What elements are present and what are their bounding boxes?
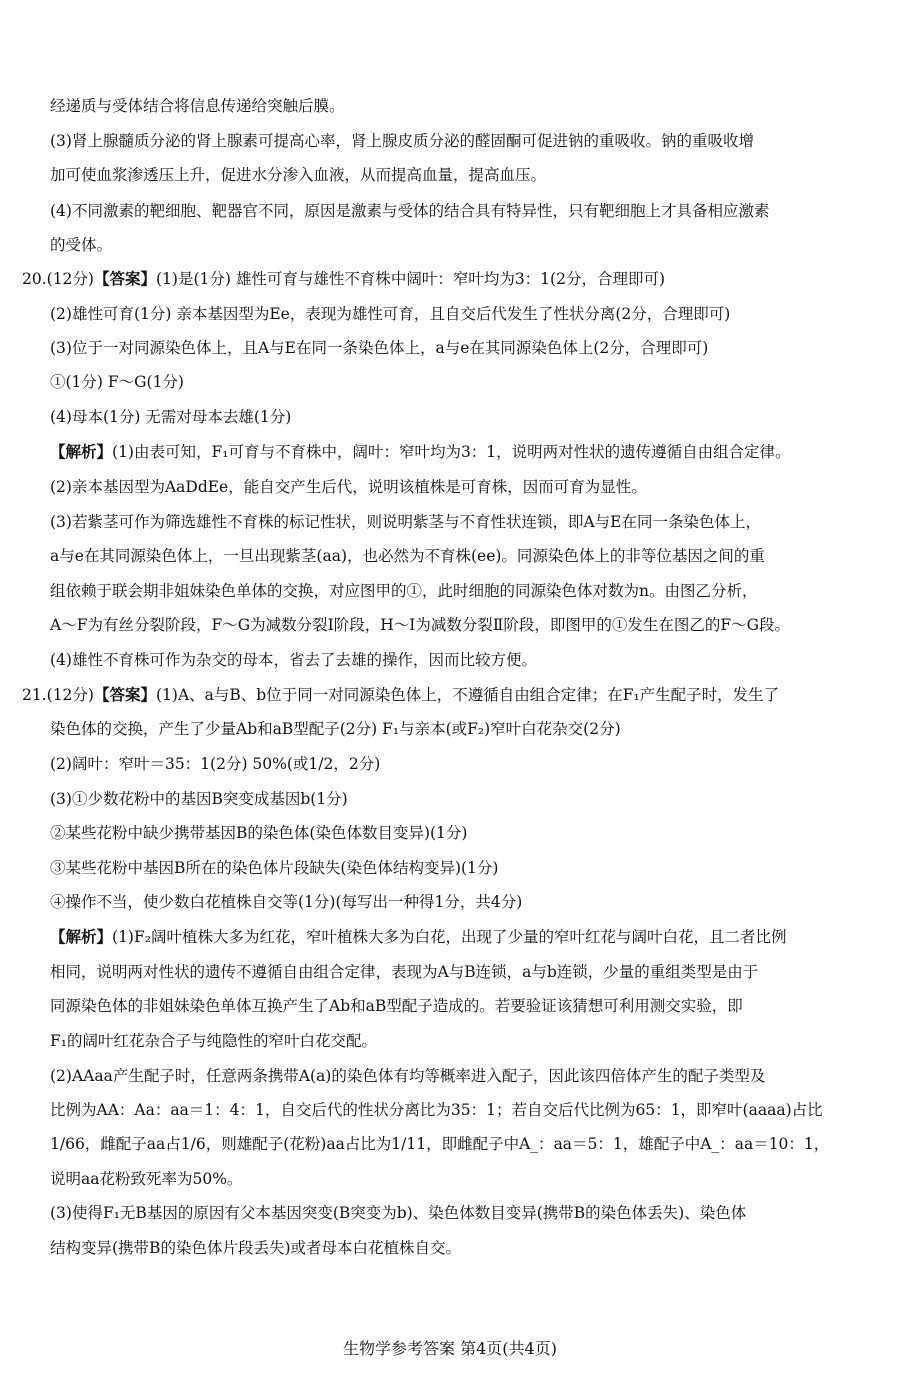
text-line: 结构变异(携带B的染色体片段丢失)或者母本白花植株自交。 <box>50 1239 461 1257</box>
analysis-line <box>50 441 880 463</box>
answer-tag: 【答案】 <box>93 686 156 704</box>
text-line: 组依赖于联会期非姐妹染色单体的交换，对应图甲的①，此时细胞的同源染色体对数为n。由图乙分析， <box>50 582 758 600</box>
text-line: A～F为有丝分裂阶段，F～G为减数分裂Ⅰ阶段，H～I为减数分裂Ⅱ阶段，即图甲的①发生在图乙的F～G段。 <box>50 616 791 634</box>
analysis-text: (1)F₂阔叶植株大多为红花，窄叶植株大多为白花，出现了少量的窄叶红花与阔叶白花，且二者比例 <box>112 928 787 946</box>
answer-text: (1)A、a与B、b位于同一对同源染色体上，不遵循自由组合定律；在F₁产生配子时，发生了 <box>155 686 780 704</box>
analysis-line <box>50 926 880 948</box>
text-line: (3)若紫茎可作为筛选雄性不育株的标记性状，则说明紫茎与不育性状连锁，即A与E在同一条染色体上， <box>50 513 761 531</box>
text-line: (2)阔叶：窄叶＝35：1(2分) 50%(或1/2，2分) <box>50 755 381 773</box>
text-line: 1/66，雌配子aa占1/6，则雄配子(花粉)aa占比为1/11，即雌配子中A_：aa＝5：1，雄配子中A_：aa＝10：1， <box>50 1135 830 1153</box>
answer-tag: 【答案】 <box>93 270 156 288</box>
text-line: (4)雄性不育株可作为杂交的母本，省去了去雄的操作，因而比较方便。 <box>50 651 537 669</box>
page-footer: 生物学参考答案 第4页(共4页) <box>343 1339 557 1358</box>
question-number: 20.(12分) <box>22 270 94 288</box>
text-line: (4)不同激素的靶细胞、靶器官不同，原因是激素与受体的结合具有特异性，只有靶细胞上才具备相应激素 <box>50 202 770 220</box>
text-line: 加可使血浆渗透压上升，促进水分渗入血液，从而提高血量，提高血压。 <box>50 166 547 184</box>
text-line: (3)位于一对同源染色体上，且A与E在同一条染色体上，a与e在其同源染色体上(2分，合理即可) <box>50 339 709 357</box>
text-line: 染色体的交换，产生了少量Ab和aB型配子(2分) F₁与亲本(或F₂)窄叶白花杂交(2分) <box>50 720 621 738</box>
text-line: 说明aa花粉致死率为50%。 <box>50 1170 243 1188</box>
text-line: 比例为AA：Aa：aa＝1：4：1，自交后代的性状分离比为35：1；若自交后代比例为65：1，即窄叶(aaaa)占比 <box>50 1101 823 1119</box>
text-line: (3)使得F₁无B基因的原因有父本基因突变(B突变为b)、染色体数目变异(携带B的染色体丢失)、染色体 <box>50 1204 747 1222</box>
text-line: 经递质与受体结合将信息传递给突触后膜。 <box>50 97 345 115</box>
analysis-tag: 【解析】 <box>50 443 113 461</box>
question-number: 21.(12分) <box>22 686 94 704</box>
text-line: (3)肾上腺髓质分泌的肾上腺素可提高心率，肾上腺皮质分泌的醛固酮可促进钠的重吸收。钠的重吸收增 <box>50 132 754 150</box>
text-line: ④操作不当，使少数白花植株自交等(1分)(每写出一种得1分，共4分) <box>50 893 523 911</box>
text-line: (2)雄性可育(1分) 亲本基因型为Ee，表现为雄性可育，且自交后代发生了性状分离(2分，合理即可) <box>50 305 731 323</box>
text-line: a与e在其同源染色体上，一旦出现紫茎(aa)，也必然为不育株(ee)。同源染色体上的非等位基因之间的重 <box>50 547 765 565</box>
text-line: (2)亲本基因型为AaDdEe，能自交产生后代，说明该植株是可育株，因而可育为显性。 <box>50 478 647 496</box>
question-21-answer-line <box>22 684 880 706</box>
text-line: 同源染色体的非姐妹染色单体互换产生了Ab和aB型配子造成的。若要验证该猜想可利用测交实验，即 <box>50 997 743 1015</box>
text-line: ③某些花粉中基因B所在的染色体片段缺失(染色体结构变异)(1分) <box>50 859 499 877</box>
question-20-answer-line <box>22 268 880 290</box>
text-line: (2)AAaa产生配子时，任意两条携带A(a)的染色体有均等概率进入配子，因此该四倍体产生的配子类型及 <box>50 1067 766 1085</box>
analysis-text: (1)由表可知，F₁可育与不育株中，阔叶：窄叶均为3：1，说明两对性状的遗传遵循自由组合定律。 <box>112 443 791 461</box>
text-line: ①(1分) F～G(1分) <box>50 373 184 391</box>
answer-text: (1)是(1分) 雄性可育与雄性不育株中阔叶：窄叶均为3：1(2分，合理即可) <box>155 270 666 288</box>
text-line: ②某些花粉中缺少携带基因B的染色体(染色体数目变异)(1分) <box>50 824 468 842</box>
analysis-tag: 【解析】 <box>50 928 113 946</box>
text-line: (4)母本(1分) 无需对母本去雄(1分) <box>50 408 292 426</box>
text-line: (3)①少数花粉中的基因B突变成基因b(1分) <box>50 790 348 808</box>
text-line: 相同，说明两对性状的遗传不遵循自由组合定律，表现为A与B连锁，a与b连锁，少量的重组类型是由于 <box>50 963 759 981</box>
text-line: 的受体。 <box>50 236 113 254</box>
text-line: F₁的阔叶红花杂合子与纯隐性的窄叶白花交配。 <box>50 1032 377 1050</box>
